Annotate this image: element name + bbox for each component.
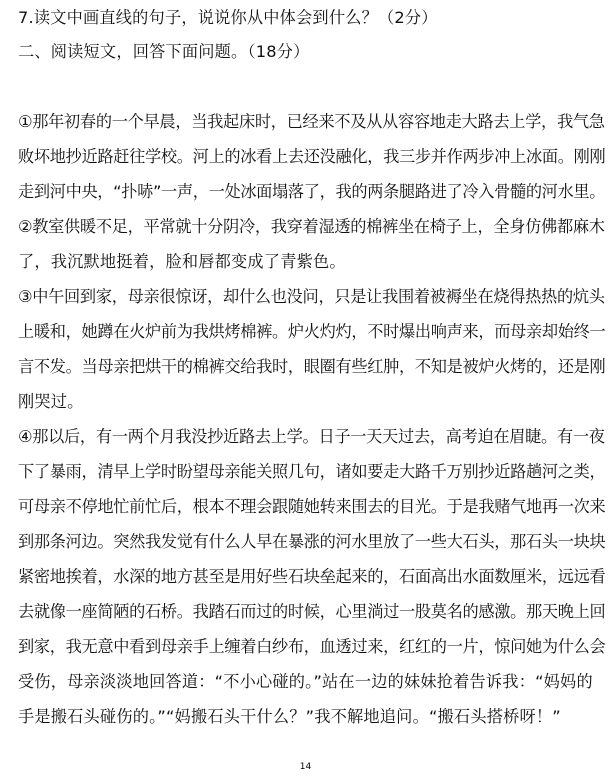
paragraph-line: ①那年初春的一个早晨，当我起床时，已经来不及从从容容地走大路去上学，我气急: [18, 112, 605, 131]
paragraph-line: 刚哭过。: [18, 392, 84, 411]
question-7: 7.读文中画直线的句子，说说你从中体会到什么？（2分）: [18, 8, 438, 27]
section-heading: 二、阅读短文，回答下面问题。（18分）: [18, 42, 310, 61]
page-number: 14: [299, 762, 312, 772]
paragraph-line: 言不发。当母亲把烘干的棉裤交给我时，眼圈有些红肿，不知是被炉火烤的，还是刚: [18, 357, 606, 376]
paragraph-line: 到那条河边。突然我发觉有什么人早在暴涨的河水里放了一些大石头，那石头一块块: [18, 532, 606, 551]
paragraph-line: 去就像一座简陋的石桥。我踏石而过的时候，心里淌过一股莫名的感激。那天晚上回: [18, 602, 606, 621]
paragraph-line: 受伤，母亲淡淡地回答道：“不小心碰的。”站在一边的妹妹抢着告诉我：“妈妈的: [18, 672, 593, 691]
paragraph-line: 手是搬石头碰伤的。”“妈搬石头干什么？”我不解地追问。“搬石头搭桥呀！”: [18, 707, 561, 726]
paragraph-line: 紧密地挨着，水深的地方甚至是用好些石块垒起来的，石面高出水面数厘米，远远看: [18, 567, 606, 586]
paragraph-line: ③中午回到家，母亲很惊讶，却什么也没问，只是让我围着被褥坐在烧得热热的炕头: [18, 287, 605, 306]
paragraph-line: 走到河中央，“扑哧”一声，一处冰面塌落了，我的两条腿路进了冷入骨髓的河水里。: [18, 182, 606, 201]
paragraph-line: 下了暴雨，清早上学时盼望母亲能关照几句，诸如要走大路千万别抄近路趟河之类，: [18, 462, 606, 481]
paragraph-line: 败坏地抄近路赶往学校。河上的冰看上去还没融化，我三步并作两步冲上冰面。刚刚: [18, 147, 606, 166]
paragraph-line: 上暖和，她蹲在火炉前为我烘烤棉裤。炉火灼灼，不时爆出响声来，而母亲却始终一: [18, 322, 606, 341]
paragraph-line: ②教室供暖不足，平常就十分阴冷，我穿着湿透的棉裤坐在椅子上，全身仿佛都麻木: [18, 217, 605, 236]
paragraph-line: 了，我沉默地挺着，脸和唇都变成了青紫色。: [18, 252, 346, 271]
paragraph-line: 到家，我无意中看到母亲手上缠着白纱布，血透过来，红红的一片，惊问她为什么会: [18, 637, 606, 656]
paragraph-line: 可母亲不停地忙前忙后，根本不理会跟随她转来围去的目光。于是我赌气地再一次来: [18, 497, 606, 516]
paragraph-line: ④那以后，有一两个月我没抄近路去上学。日子一天天过去，高考迫在眉睫。有一夜: [18, 427, 605, 446]
